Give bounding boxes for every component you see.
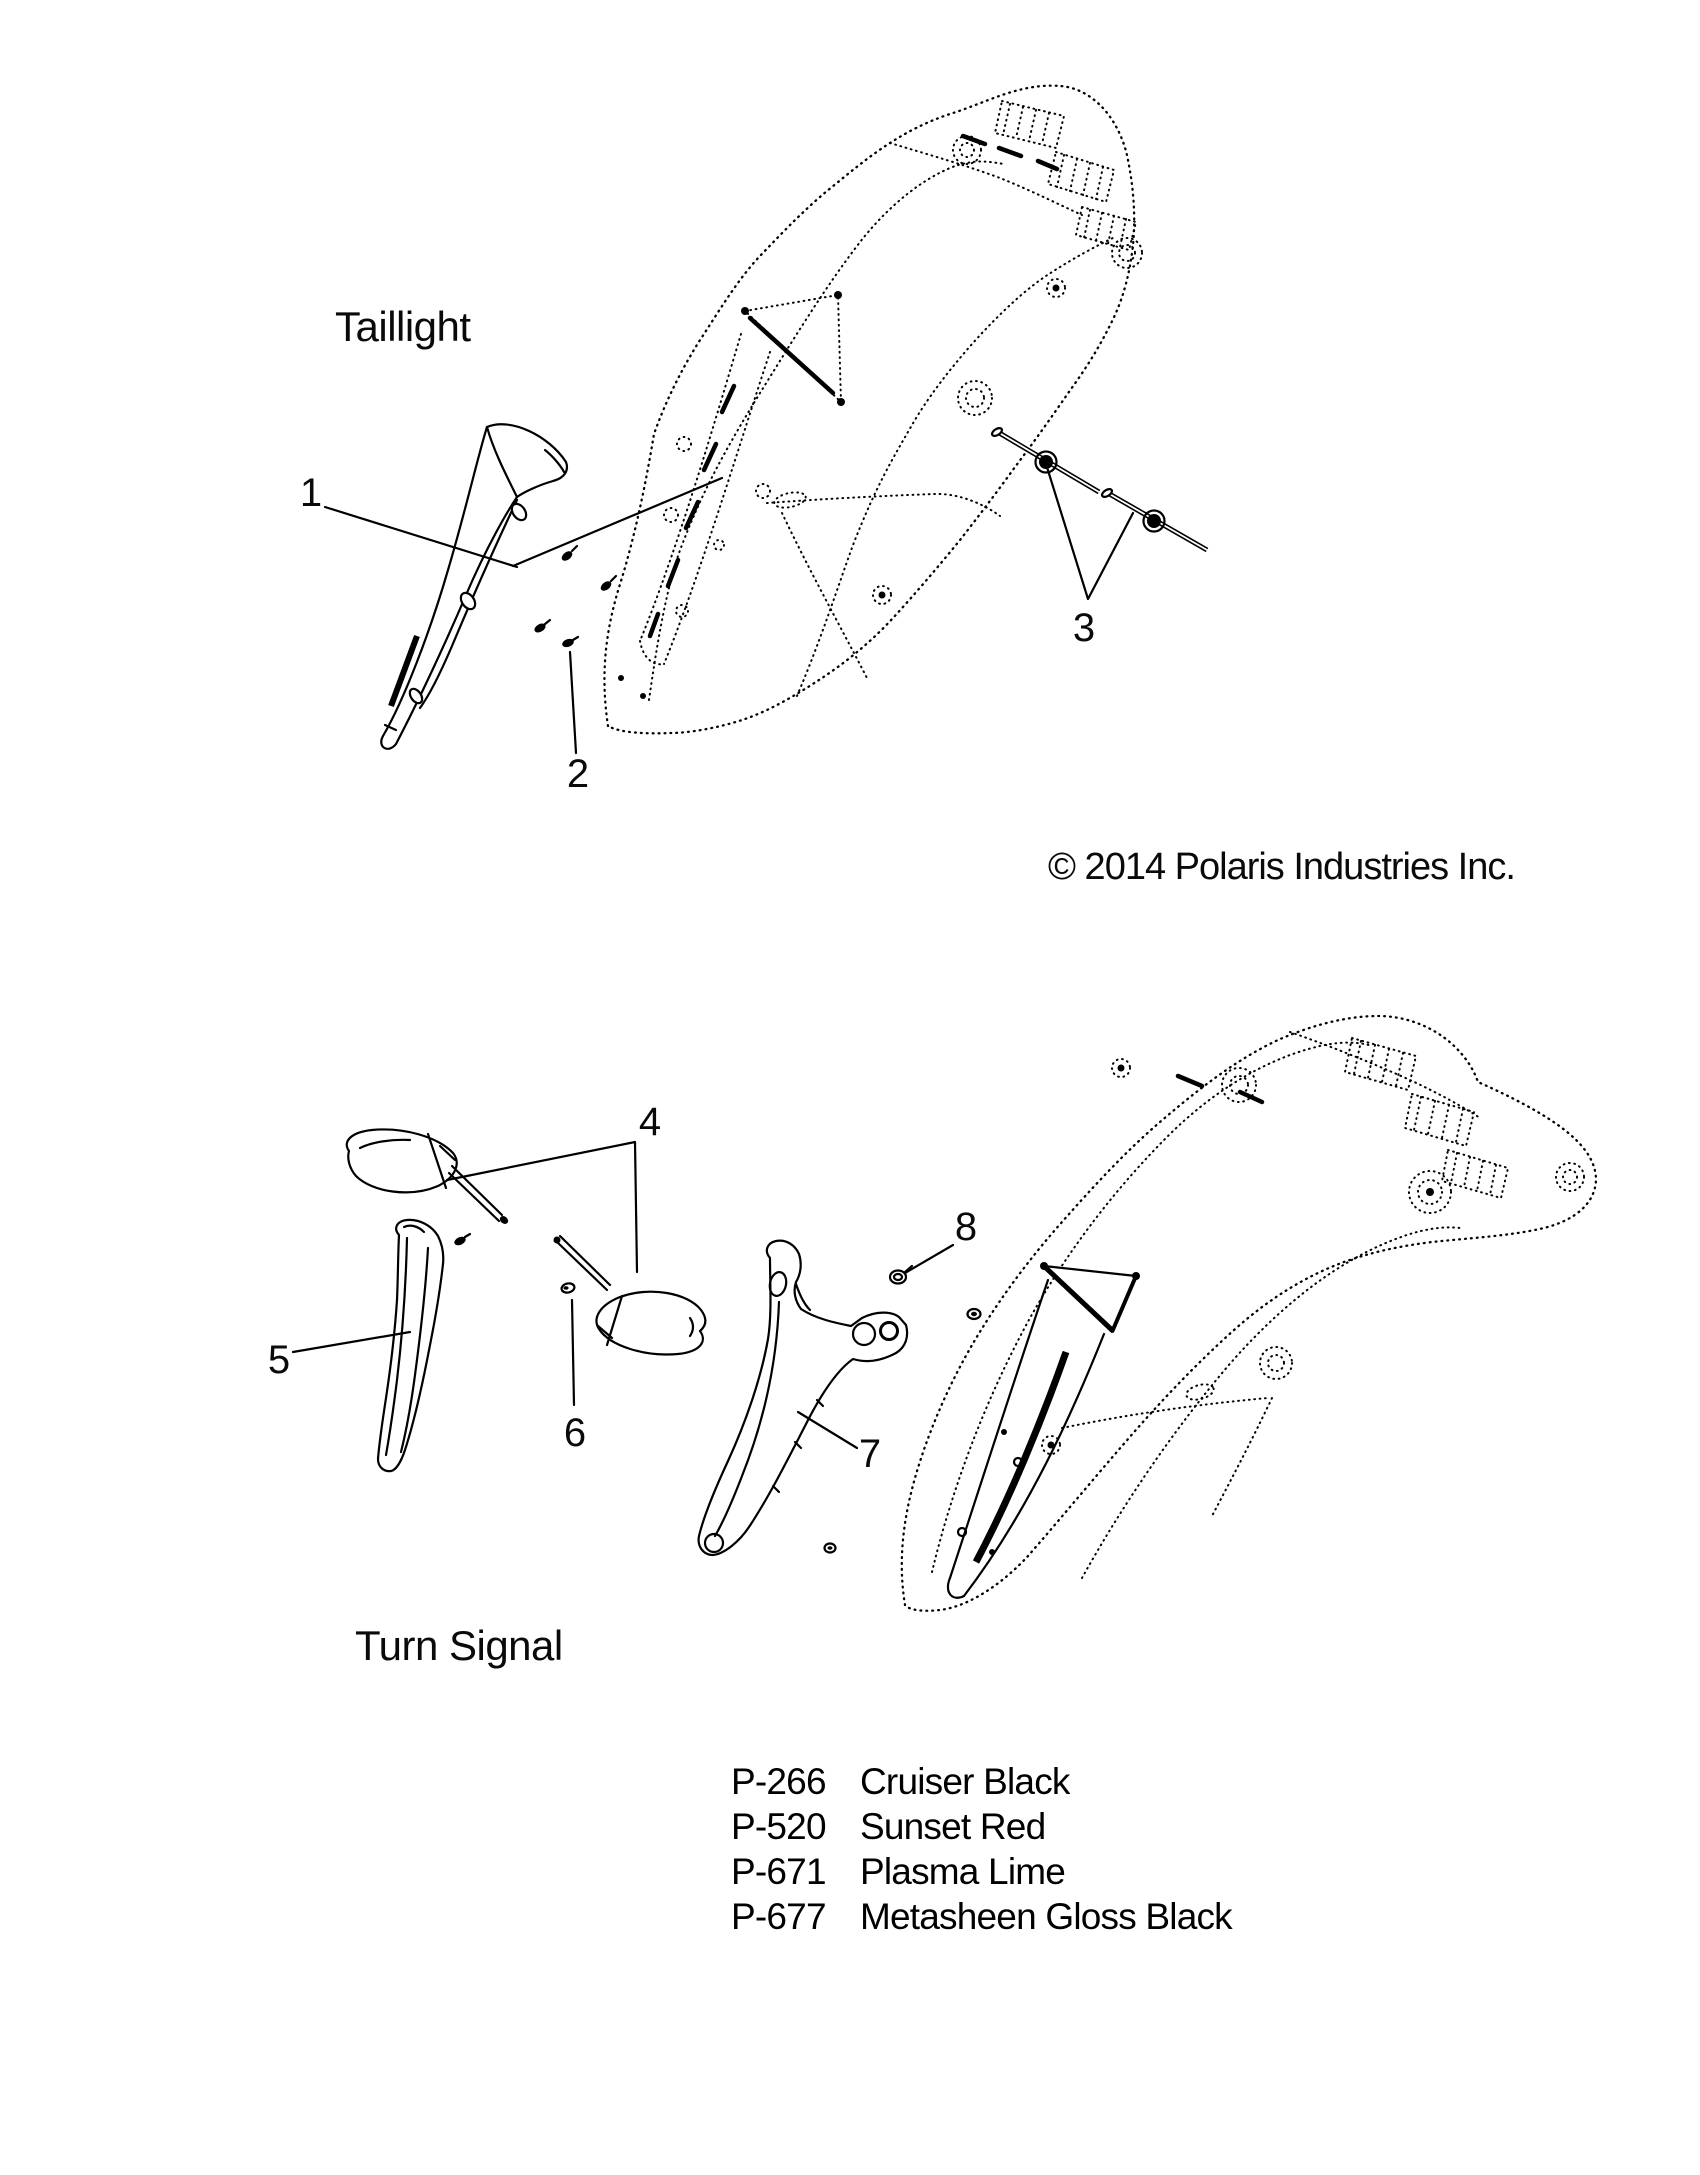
callout-8: 8 [954, 1205, 978, 1249]
bolt-part8 [890, 1266, 912, 1284]
fender-straps [963, 101, 1136, 250]
leader-line-4 [447, 1142, 637, 1272]
screw-icon [533, 620, 550, 634]
paint-name: Sunset Red [860, 1806, 1046, 1847]
taillight-rods-part [991, 427, 1207, 550]
turn-signal-bracket-left [378, 1220, 443, 1471]
callout-3: 3 [1072, 606, 1096, 650]
paint-name: Plasma Lime [860, 1851, 1066, 1892]
callout-2: 2 [566, 752, 590, 796]
paint-color-row [731, 1759, 1232, 1804]
turn-signal-lamp-left [347, 1129, 510, 1225]
copyright-notice: © 2014 Polaris Industries Inc. [1048, 846, 1515, 888]
rod-icon [991, 427, 1099, 492]
rod-icon [1101, 488, 1207, 550]
turn-signal-bracket-right [699, 1241, 907, 1555]
fender-straps [1178, 1038, 1508, 1198]
paint-name: Metasheen Gloss Black [860, 1896, 1232, 1937]
leader-line-1 [325, 507, 517, 567]
screw-icon [599, 576, 616, 593]
screw-icon [561, 637, 578, 649]
paint-color-row [731, 1804, 1232, 1849]
callout-4: 4 [638, 1100, 662, 1144]
leader-line-2 [570, 652, 576, 753]
nut-icon [968, 1309, 981, 1319]
callout-5: 5 [267, 1338, 291, 1382]
paint-code: P-520 [731, 1806, 826, 1847]
taillight-section-diagram [325, 86, 1207, 753]
taillight-screws-part [533, 546, 616, 649]
rear-fender-top-illustration [604, 86, 1142, 734]
callout-6: 6 [563, 1411, 587, 1455]
screw-icon [560, 546, 577, 563]
callout-1: 1 [299, 471, 323, 515]
screw-icon [453, 1234, 470, 1247]
leader-line-6 [572, 1300, 574, 1405]
nut-icon [825, 1544, 836, 1553]
paint-code: P-671 [731, 1851, 826, 1892]
section-label-taillight: Taillight [335, 303, 471, 350]
leader-line-8 [905, 1245, 953, 1273]
turn-signal-lamp-right [554, 1236, 706, 1354]
paint-name: Cruiser Black [860, 1761, 1070, 1802]
taillight-lens-part [381, 424, 567, 749]
callout-7: 7 [858, 1432, 882, 1476]
paint-code: P-677 [731, 1896, 826, 1937]
paint-color-list [731, 1759, 1232, 1939]
paint-code: P-266 [731, 1761, 826, 1802]
paint-color-row [731, 1894, 1232, 1939]
section-label-turn-signal: Turn Signal [355, 1622, 563, 1669]
fender-bosses [1042, 1059, 1584, 1454]
leader-line-7 [798, 1412, 857, 1448]
rear-fender-bottom-illustration [902, 1016, 1596, 1611]
paint-color-row [731, 1849, 1232, 1894]
turn-signal-section-diagram [293, 1016, 1596, 1611]
fender-bosses [873, 136, 1142, 604]
turn-signal-screw-part6 [561, 1282, 576, 1294]
taillight-recess [618, 291, 845, 699]
